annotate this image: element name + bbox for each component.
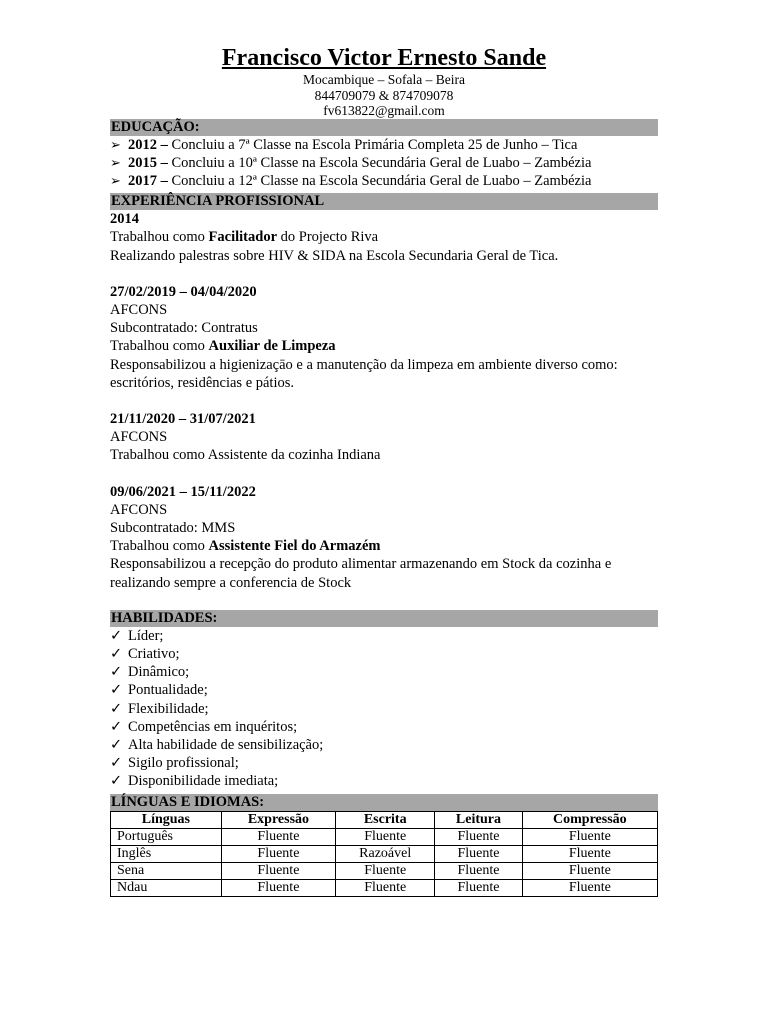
column-header: Compressão <box>522 811 657 828</box>
table-cell: Fluente <box>221 879 335 896</box>
table-header-row <box>111 811 658 828</box>
email: fv613822@gmail.com <box>323 103 445 118</box>
table-cell: Fluente <box>336 828 435 845</box>
table-cell: Fluente <box>435 828 522 845</box>
table-row <box>111 828 658 845</box>
job-subcontractor: Subcontratado: MMS <box>110 519 236 536</box>
job-role-line <box>110 228 658 246</box>
skill-text: Alta habilidade de sensibilização; <box>128 736 324 753</box>
job-date: 2014 <box>110 211 139 228</box>
job-description: escritórios, residências e pátios. <box>110 374 295 391</box>
column-header: Escrita <box>336 811 435 828</box>
job-role-line: Trabalhou como Assistente da cozinha Indiana <box>110 447 381 464</box>
skill-item <box>110 627 658 645</box>
column-header: Línguas <box>111 811 222 828</box>
job-subcontractor: Subcontratado: Contratus <box>110 320 258 337</box>
skill-item <box>110 645 658 663</box>
education-text: Concluiu a 10ª Classe na Escola Secundária Geral de Luabo – Zambézia <box>167 154 592 171</box>
check-icon: ✓ <box>110 664 123 681</box>
check-icon: ✓ <box>110 736 123 753</box>
skill-text: Competências em inquéritos; <box>128 718 298 735</box>
skill-item <box>110 736 658 754</box>
role-prefix: Trabalhou como <box>110 338 209 355</box>
skill-text: Disponibilidade imediata; <box>128 773 279 790</box>
table-cell: Fluente <box>522 862 657 879</box>
job-company: AFCONS <box>110 301 168 318</box>
skill-text: Flexibilidade; <box>128 700 209 717</box>
job-role: Auxiliar de Limpeza <box>208 338 336 355</box>
education-item <box>110 136 658 154</box>
job-role-line <box>110 337 658 355</box>
experience-heading: EXPERIÊNCIA PROFISSIONAL <box>110 193 658 210</box>
check-icon: ✓ <box>110 773 123 790</box>
phone-numbers: 844709079 & 874709078 <box>314 87 454 103</box>
job-date: 09/06/2021 – 15/11/2022 <box>110 483 256 500</box>
skill-text: Sigilo profissional; <box>128 755 239 772</box>
table-cell: Fluente <box>435 862 522 879</box>
cv-page <box>110 44 658 897</box>
table-cell: Fluente <box>221 862 335 879</box>
skill-text: Dinâmico; <box>128 664 190 681</box>
table-cell: Fluente <box>336 879 435 896</box>
table-cell: Português <box>111 828 222 845</box>
check-icon: ✓ <box>110 645 123 662</box>
column-header: Leitura <box>435 811 522 828</box>
column-header: Expressão <box>221 811 335 828</box>
table-cell: Fluente <box>435 879 522 896</box>
table-row <box>111 845 658 862</box>
table-cell: Razoável <box>336 845 435 862</box>
skill-text: Criativo; <box>128 645 180 662</box>
table-cell: Sena <box>111 862 222 879</box>
job-date: 21/11/2020 – 31/07/2021 <box>110 410 256 427</box>
table-cell: Inglês <box>111 845 222 862</box>
check-icon: ✓ <box>110 682 123 699</box>
education-text: Concluiu a 12ª Classe na Escola Secundária Geral de Luabo – Zambézia <box>167 172 592 189</box>
education-year: 2012 – <box>128 136 168 153</box>
location: Mocambique – Sofala – Beira <box>303 72 465 87</box>
education-year: 2015 – <box>128 154 168 171</box>
role-prefix: Trabalhou como <box>110 538 209 555</box>
table-cell: Fluente <box>435 845 522 862</box>
job-description: realizando sempre a conferencia de Stock <box>110 574 352 591</box>
check-icon: ✓ <box>110 718 123 735</box>
check-icon: ✓ <box>110 627 123 644</box>
skill-item <box>110 772 658 790</box>
job-description: Responsabilizou a higienizaçāo e a manutenção da limpeza em ambiente diverso como: <box>110 356 618 373</box>
education-item <box>110 172 658 190</box>
table-cell: Ndau <box>111 879 222 896</box>
education-text: Concluiu a 7ª Classe na Escola Primária Completa 25 de Junho – Tica <box>167 136 578 153</box>
languages-heading: LÍNGUAS E IDIOMAS: <box>110 794 658 811</box>
education-heading: EDUCAÇÃO: <box>110 119 658 136</box>
role-suffix: do Projecto Riva <box>277 229 379 246</box>
check-icon: ✓ <box>110 755 123 772</box>
arrow-bullet-icon: ➢ <box>110 172 121 188</box>
education-year: 2017 – <box>128 172 168 189</box>
table-cell: Fluente <box>221 828 335 845</box>
job-company: AFCONS <box>110 501 168 518</box>
skill-item <box>110 754 658 772</box>
table-row <box>111 879 658 896</box>
languages-table <box>110 811 658 897</box>
education-item <box>110 154 658 172</box>
job-role: Assistente Fiel do Armazém <box>208 538 381 555</box>
skill-item <box>110 700 658 718</box>
check-icon: ✓ <box>110 700 123 717</box>
candidate-name: Francisco Victor Ernesto Sande <box>221 45 547 71</box>
job-company: AFCONS <box>110 429 168 446</box>
skill-text: Líder; <box>128 627 164 644</box>
skill-item <box>110 663 658 681</box>
table-cell: Fluente <box>522 845 657 862</box>
job-role-line <box>110 537 658 555</box>
skill-item <box>110 718 658 736</box>
arrow-bullet-icon: ➢ <box>110 154 121 170</box>
table-cell: Fluente <box>221 845 335 862</box>
skills-heading: HABILIDADES: <box>110 610 658 627</box>
table-cell: Fluente <box>522 828 657 845</box>
arrow-bullet-icon: ➢ <box>110 136 121 152</box>
skill-item <box>110 681 658 699</box>
role-prefix: Trabalhou como <box>110 229 209 246</box>
job-description: Realizando palestras sobre HIV & SIDA na Escola Secundaria Geral de Tica. <box>110 247 559 264</box>
job-date: 27/02/2019 – 04/04/2020 <box>110 283 257 300</box>
skill-text: Pontualidade; <box>128 682 208 699</box>
job-description: Responsabilizou a recepção do produto alimentar armazenando em Stock da cozinha e <box>110 556 612 573</box>
table-row <box>111 862 658 879</box>
table-cell: Fluente <box>522 879 657 896</box>
job-role: Facilitador <box>208 229 278 246</box>
table-cell: Fluente <box>336 862 435 879</box>
